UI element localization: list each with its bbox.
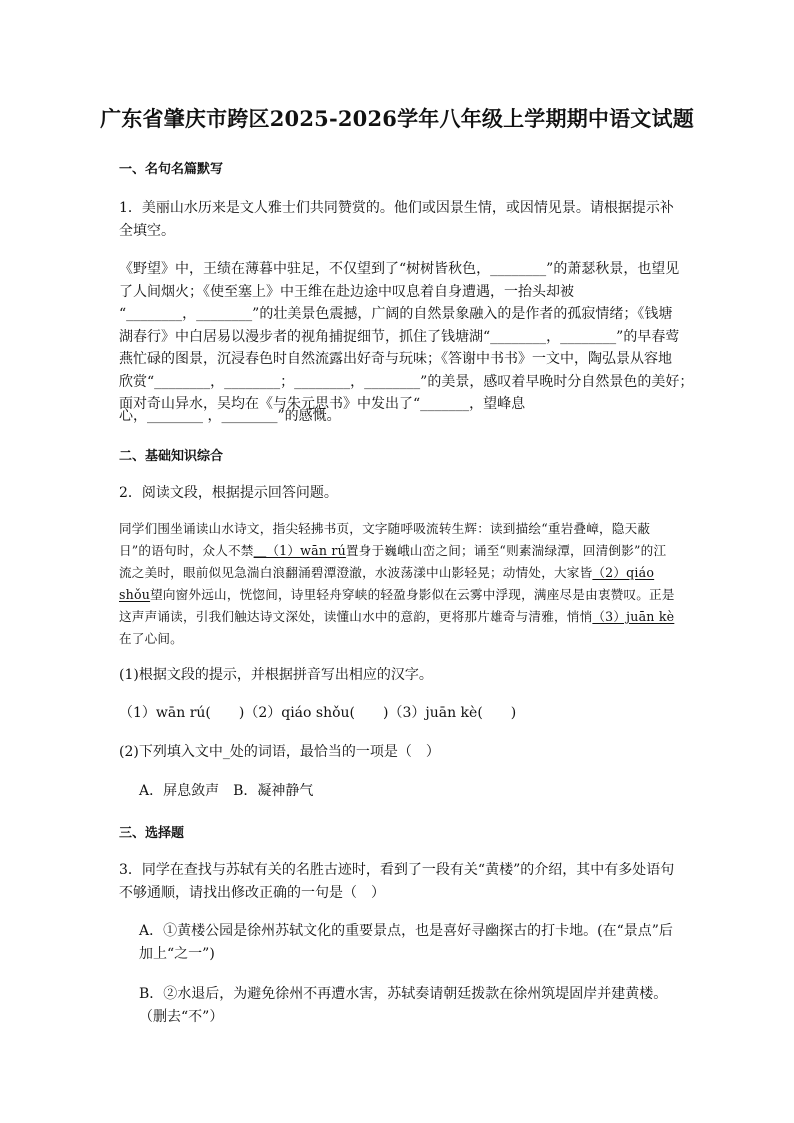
- q2-subquestion-2: (2)下列填入文中_处的词语，最恰当的一项是（ ）: [119, 744, 440, 760]
- question-1-stem: 1．美丽山水历来是文人雅士们共同赞赏的。他们或因景生情，或因情见景。请根据提示补全填空。: [119, 200, 674, 239]
- q2-pinyin-blanks: （1）wān rú( )（2）qiáo shǒu( )（3）juān kè( ): [119, 705, 517, 721]
- passage-text-1: 同学们围坐诵读山水诗文，指尖轻拂书页，文字随呼吸流转生辉：读到描绘“重岩叠嶂，隐天蔽日”的语句时，众人不禁: [119, 521, 651, 558]
- q2-options: A．屏息敛声 B．凝神静气: [139, 783, 314, 799]
- q1-line-3: “________，________”的壮美景色震撼，广阔的自然景象融入的是作者的孤寂情绪；《钱塘: [119, 306, 673, 322]
- q3-option-b: B．②水退后，为避免徐州不再遭水害，苏轼奏请朝廷拨款在徐州筑堤固岸并建黄楼。（删去“不”）: [139, 986, 668, 1025]
- passage-text-2: 置身于巍峨山峦之间；诵至“则素湍绿潭，回清倒影”的江流之美时，眼前似见急湍白浪翻涌碧潭澄澈，水波荡漾中山影轻晃；动情处，大家皆: [119, 543, 667, 580]
- question-3-stem: 3．同学在查找与苏轼有关的名胜古迹时，看到了一段有关“黄楼”的介绍，其中有多处语句不够通顺，请找出修改正确的一句是（ ）: [119, 862, 675, 901]
- q1-line-1: 《野望》中，王绩在薄暮中驻足，不仅望到了“树树皆秋色，________”的萧瑟秋景，也望见: [119, 261, 680, 277]
- passage-text-3: 望向窗外远山，恍惚间，诗里轻舟穿峡的轻盈身影似在云雾中浮现，满座尽是由衷赞叹。正是这声声诵读，引我们触达诗文深处，读懂山水中的意韵，更将那片雄奇与清雅，悄悄: [119, 587, 675, 624]
- section-heading-2: 二、基础知识综合: [119, 449, 224, 464]
- q1-line-4: 湖春行》中白居易以漫步者的视角捕捉细节，抓住了钱塘湖“________，________”的早春莺: [119, 329, 680, 345]
- blank-1-wanru: ＿（1）wān rú: [253, 543, 346, 558]
- q1-line-6: 欣赏“________，________；________，________”的美景，感叹着早晚时分自然景色的美好；: [119, 374, 694, 390]
- blank-3-juanke: （3）juān kè: [592, 609, 675, 624]
- section-heading-3: 三、选择题: [119, 826, 185, 841]
- q1-line-5: 燕忙碌的图景，沉浸春色时自然流露出好奇与玩味；《答谢中书书》一文中，陶弘景从容地: [119, 351, 672, 367]
- q1-line-2: 了人间烟火；《使至塞上》中王维在赴边途中叹息着自身遭遇，一抬头却被: [119, 284, 574, 300]
- q1-line-7: 面对奇山异水，吴均在《与朱元思书》中发出了“_______，望峰息: [119, 396, 526, 412]
- section-heading-1: 一、名句名篇默写: [119, 162, 224, 177]
- q3-option-a: A．①黄楼公园是徐州苏轼文化的重要景点，也是喜好寻幽探古的打卡地。(在“景点”后加上“之一”): [139, 923, 673, 962]
- q2-subquestion-1: (1)根据文段的提示，并根据拼音写出相应的汉字。: [119, 667, 433, 683]
- q1-line-8: 心，________ ，________”的感慨。: [119, 408, 341, 424]
- reading-passage: [119, 518, 675, 650]
- blank-2-qiaoshou: （2）qiáo shǒu: [119, 565, 655, 602]
- page-title: 广东省肇庆市跨区2025-2026学年八年级上学期期中语文试题: [100, 106, 694, 131]
- question-2-stem: 2．阅读文段，根据提示回答问题。: [119, 485, 338, 501]
- passage-text-4: 在了心间。: [119, 631, 183, 646]
